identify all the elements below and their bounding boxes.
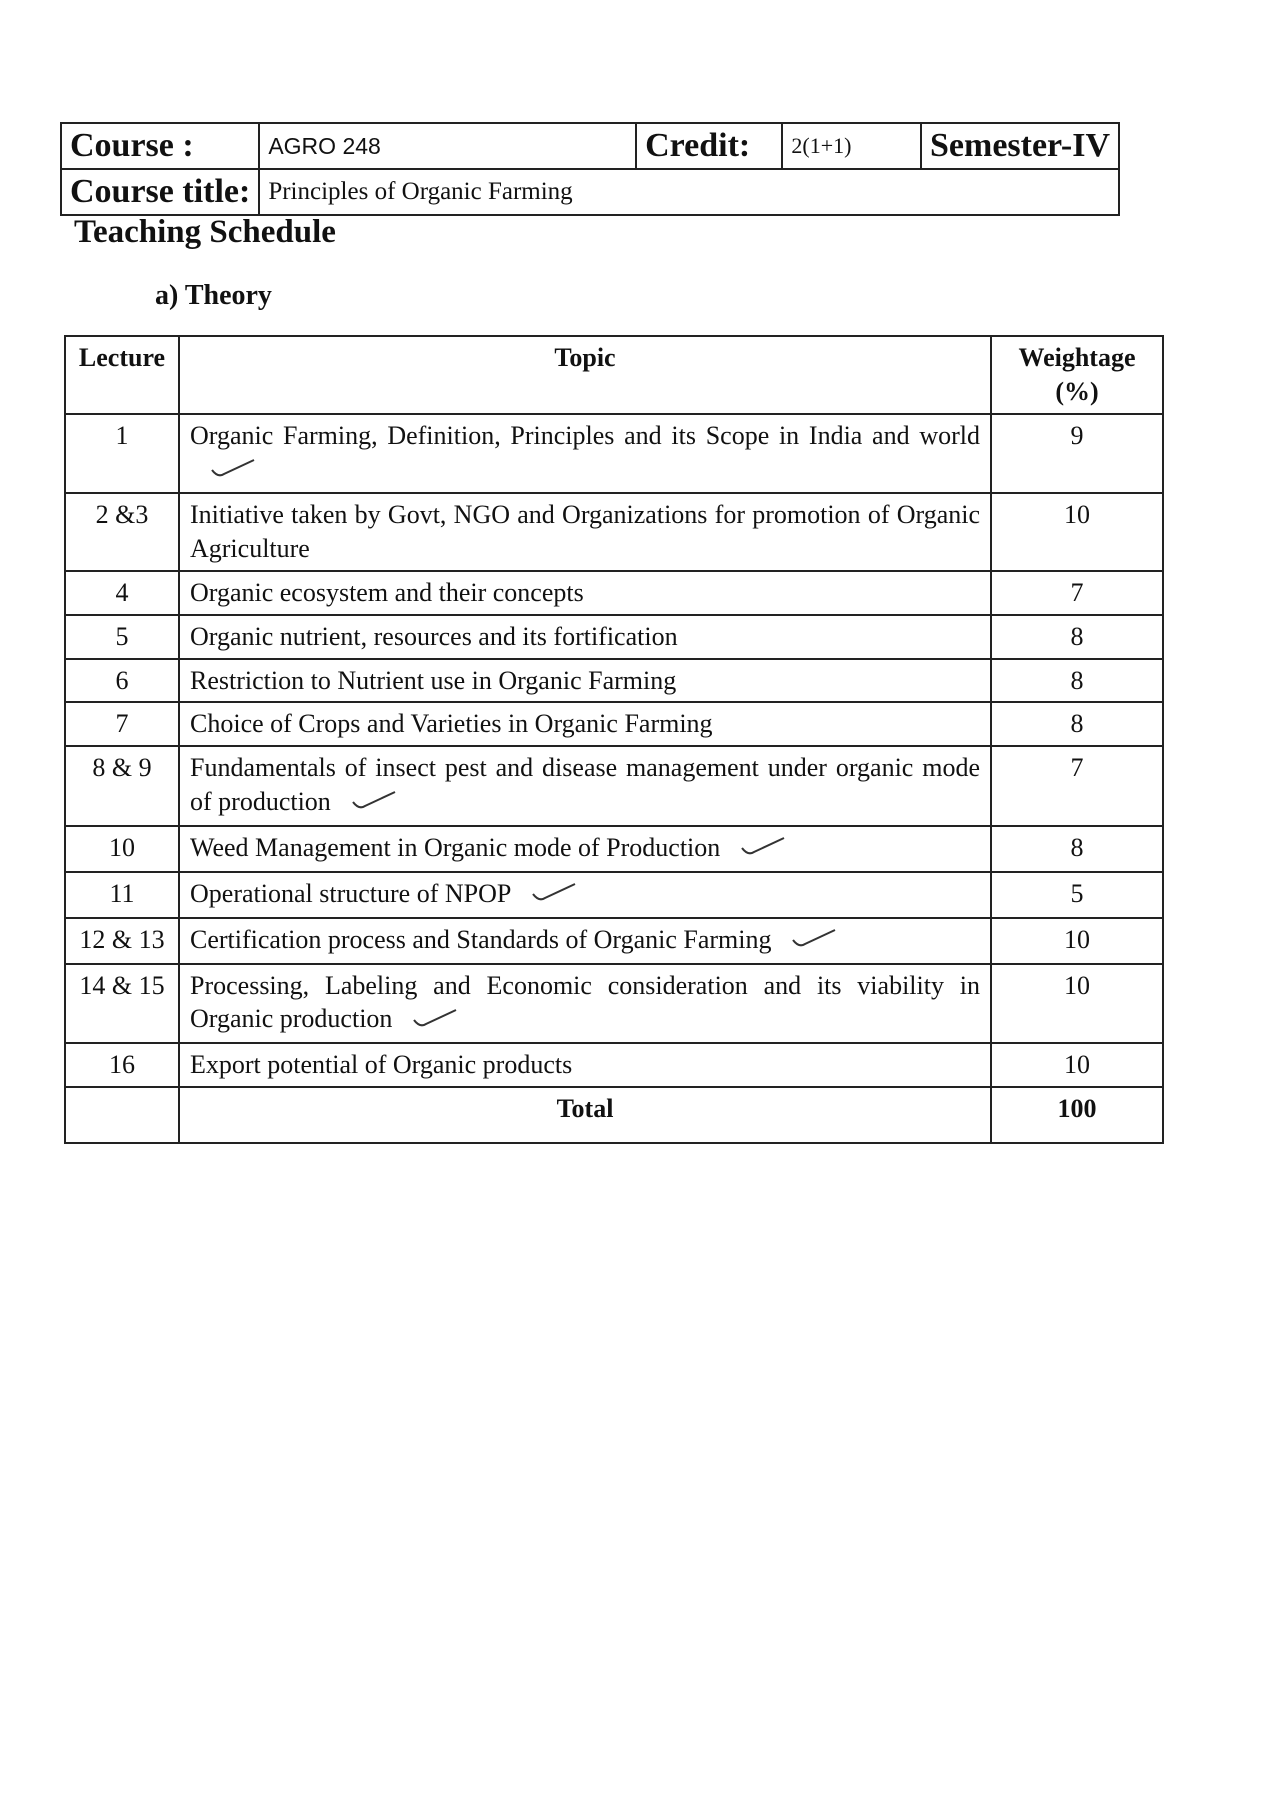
weightage-cell: 10 <box>991 493 1163 571</box>
course-title-value: Principles of Organic Farming <box>259 169 1119 215</box>
theory-schedule-table <box>64 335 1164 1144</box>
table-row <box>65 918 1163 964</box>
total-value: 100 <box>991 1087 1163 1143</box>
lecture-cell: 4 <box>65 571 179 615</box>
weightage-cell: 8 <box>991 615 1163 659</box>
weightage-cell: 10 <box>991 918 1163 964</box>
checkmark-icon <box>531 879 577 913</box>
topic-cell <box>179 414 991 494</box>
topic-cell <box>179 493 991 571</box>
topic-cell <box>179 964 991 1044</box>
topic-text: Organic ecosystem and their concepts <box>190 577 584 607</box>
weightage-cell: 8 <box>991 826 1163 872</box>
topic-cell <box>179 659 991 703</box>
course-label: Course : <box>61 123 259 169</box>
lecture-cell: 2 &3 <box>65 493 179 571</box>
topic-text: Certification process and Standards of Organic Farming <box>190 924 772 954</box>
topic-text: Restriction to Nutrient use in Organic Farming <box>190 665 677 695</box>
course-header-box <box>60 122 1120 216</box>
topic-text: Export potential of Organic products <box>190 1050 573 1080</box>
topic-text: Operational structure of NPOP <box>190 878 512 908</box>
topic-text: Initiative taken by Govt, NGO and Organizations for promotion of Organic Agriculture <box>190 500 980 564</box>
weightage-cell: 5 <box>991 872 1163 918</box>
total-label: Total <box>179 1087 991 1143</box>
table-row <box>65 746 1163 826</box>
topic-text: Organic nutrient, resources and its fortification <box>190 621 678 651</box>
header-weightage: Weightage (%) <box>991 336 1163 414</box>
topic-text: Processing, Labeling and Economic consideration and its viability in Organic production <box>190 970 980 1034</box>
topic-text: Organic Farming, Definition, Principles and its Scope in India and world <box>190 420 980 450</box>
topic-cell <box>179 1043 991 1087</box>
topic-cell <box>179 826 991 872</box>
topic-text: Weed Management in Organic mode of Production <box>190 832 721 862</box>
checkmark-icon <box>740 833 786 867</box>
table-header-row <box>65 336 1163 414</box>
header-lecture: Lecture <box>65 336 179 414</box>
weightage-cell: 8 <box>991 702 1163 746</box>
table-row <box>65 493 1163 571</box>
table-row <box>65 872 1163 918</box>
weightage-cell: 10 <box>991 964 1163 1044</box>
lecture-cell: 8 & 9 <box>65 746 179 826</box>
topic-text: Choice of Crops and Varieties in Organic Farming <box>190 709 713 739</box>
table-row <box>65 702 1163 746</box>
table-row <box>65 414 1163 494</box>
lecture-cell: 7 <box>65 702 179 746</box>
weightage-cell: 9 <box>991 414 1163 494</box>
checkmark-icon <box>210 455 256 489</box>
topic-cell <box>179 702 991 746</box>
total-empty-cell <box>65 1087 179 1143</box>
checkmark-icon <box>791 925 837 959</box>
table-row <box>65 964 1163 1044</box>
topic-cell <box>179 918 991 964</box>
weightage-cell: 7 <box>991 571 1163 615</box>
topic-text: Fundamentals of insect pest and disease management under organic mode of production <box>190 753 980 816</box>
weightage-cell: 10 <box>991 1043 1163 1087</box>
semester-label: Semester-IV <box>921 123 1119 169</box>
topic-cell <box>179 872 991 918</box>
lecture-cell: 12 & 13 <box>65 918 179 964</box>
table-row <box>65 571 1163 615</box>
table-row <box>65 615 1163 659</box>
lecture-cell: 10 <box>65 826 179 872</box>
weightage-cell: 8 <box>991 659 1163 703</box>
credit-value: 2(1+1) <box>782 123 921 169</box>
lecture-cell: 1 <box>65 414 179 494</box>
topic-cell <box>179 571 991 615</box>
table-row <box>65 826 1163 872</box>
weightage-cell: 7 <box>991 746 1163 826</box>
checkmark-icon <box>351 787 397 821</box>
table-row <box>65 1043 1163 1087</box>
total-row <box>65 1087 1163 1143</box>
lecture-cell: 5 <box>65 615 179 659</box>
section-subheading: a) Theory <box>155 280 272 311</box>
lecture-cell: 6 <box>65 659 179 703</box>
course-title-label: Course title: <box>61 169 259 215</box>
section-heading: Teaching Schedule <box>74 214 336 250</box>
table-row <box>65 659 1163 703</box>
header-topic: Topic <box>179 336 991 414</box>
checkmark-icon <box>412 1005 458 1039</box>
credit-label: Credit: <box>636 123 782 169</box>
lecture-cell: 14 & 15 <box>65 964 179 1044</box>
topic-cell <box>179 615 991 659</box>
topic-cell <box>179 746 991 826</box>
lecture-cell: 16 <box>65 1043 179 1087</box>
course-code: AGRO 248 <box>259 123 636 169</box>
lecture-cell: 11 <box>65 872 179 918</box>
